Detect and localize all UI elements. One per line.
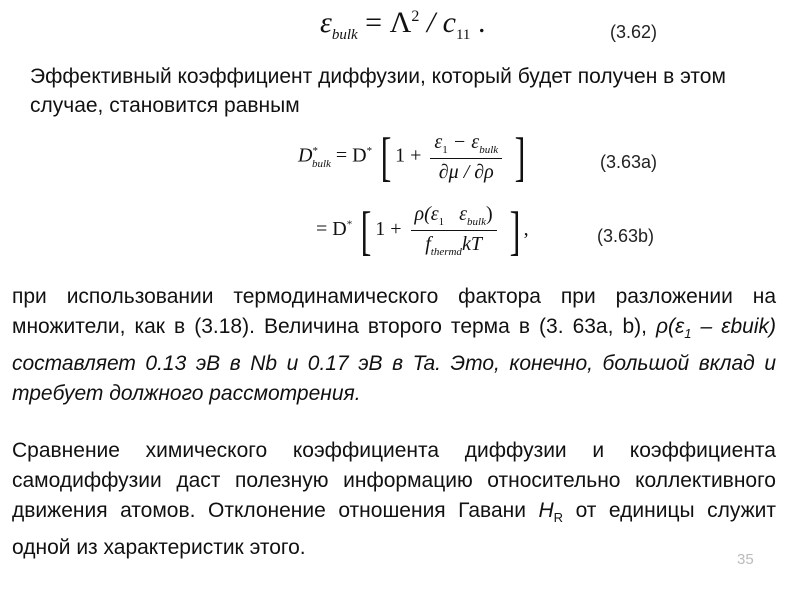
eq363a-lhs: D: [298, 144, 313, 167]
right-bracket: ]: [514, 127, 526, 187]
eq362-period: .: [470, 6, 486, 39]
eq363a-num-sub2: bulk: [479, 143, 499, 156]
page-number: 35: [737, 551, 754, 568]
left-bracket: [: [380, 127, 392, 187]
eq362-rhs: = Λ: [365, 6, 412, 39]
para1-italic-start: ρ(ε: [656, 315, 685, 338]
para2-h: H: [538, 499, 554, 522]
eq363b-num: ρ(ε: [414, 203, 439, 225]
eq363a-lhs-sup: *: [312, 144, 318, 157]
eq362-rhs-sup: 2: [411, 8, 420, 25]
eq363a-num-sub: 1: [442, 143, 448, 156]
para1-italic-sub: 1: [684, 326, 692, 342]
eq362-lhs: ε: [320, 6, 332, 39]
equation-3-62: [320, 6, 485, 44]
para2-before: Сравнение химического коэффициента диффузии и коэффициента самодиффузии даст полезную информацию относительно коллективного движения атомов. Отклонение отношения Гавани: [12, 439, 776, 522]
eq363b-num-sub2: bulk: [467, 216, 486, 228]
equation-number-3-62: (3.62): [610, 22, 658, 42]
eq363b-denominator: [421, 231, 486, 258]
paragraph-haven-ratio: [12, 436, 776, 563]
equation-3-63a: [298, 127, 529, 187]
eq363a-denominator: ∂μ / ∂ρ: [438, 160, 494, 183]
eq363a-one-plus: 1 +: [395, 144, 422, 167]
eq363a-lhs-sub: bulk: [311, 157, 331, 170]
eq363b-eq: = D: [316, 218, 347, 241]
eq363a-numerator: [430, 131, 502, 159]
right-bracket: ]: [509, 200, 521, 261]
eq362-lhs-sub: bulk: [331, 27, 358, 43]
para2-after: от единицы служит одной из характеристик этого.: [12, 499, 776, 560]
eq363a-eq: = D: [335, 144, 367, 167]
equation-3-63b: [316, 200, 529, 261]
eq363a-fraction: [430, 131, 502, 184]
eq363b-fraction: [411, 203, 497, 258]
eq363b-den-end: kT: [461, 233, 482, 255]
eq363b-den-sub: thermd: [430, 246, 462, 258]
eq363b-eq-sup: *: [346, 218, 353, 231]
eq363a-num: ε: [434, 130, 443, 153]
equation-number-3-63a: (3.63a): [600, 152, 658, 172]
eq363a-num-mid: − ε: [447, 130, 480, 153]
eq363b-num-end: ): [485, 203, 493, 225]
para2-h-sub: R: [553, 510, 564, 526]
intro-paragraph: Эффективный коэффициент диффузии, который будет получен в этом случае, становится равным: [30, 65, 726, 117]
para1-italic-rest: – εbuik) составляет 0.13 эВ в Nb и 0.17 эВ в Ta. Это, конечно, большой вклад и требует должного рассмотрения.: [12, 315, 777, 406]
eq362-rhs-tail-sub: 11: [455, 27, 471, 43]
equation-number-3-63b: (3.63b): [597, 226, 655, 246]
eq363b-numerator: [411, 203, 497, 231]
eq363a-eq-sup: *: [366, 144, 373, 157]
para1-plain: при использовании термодинамического фактора при разложении на множители, как в (3.18). Величина второго терма в (3. 63a, b),: [12, 285, 776, 338]
eq363b-den: f: [425, 233, 431, 255]
eq363b-num-mid: ε: [444, 203, 468, 225]
paragraph-thermodynamic-factor: [12, 282, 776, 409]
left-bracket: [: [360, 200, 372, 261]
eq362-rhs-tail: / c: [419, 6, 456, 39]
eq363b-comma: ,: [523, 218, 529, 241]
eq363b-one-plus: 1 +: [375, 218, 402, 241]
eq363b-num-sub: 1: [438, 216, 445, 228]
